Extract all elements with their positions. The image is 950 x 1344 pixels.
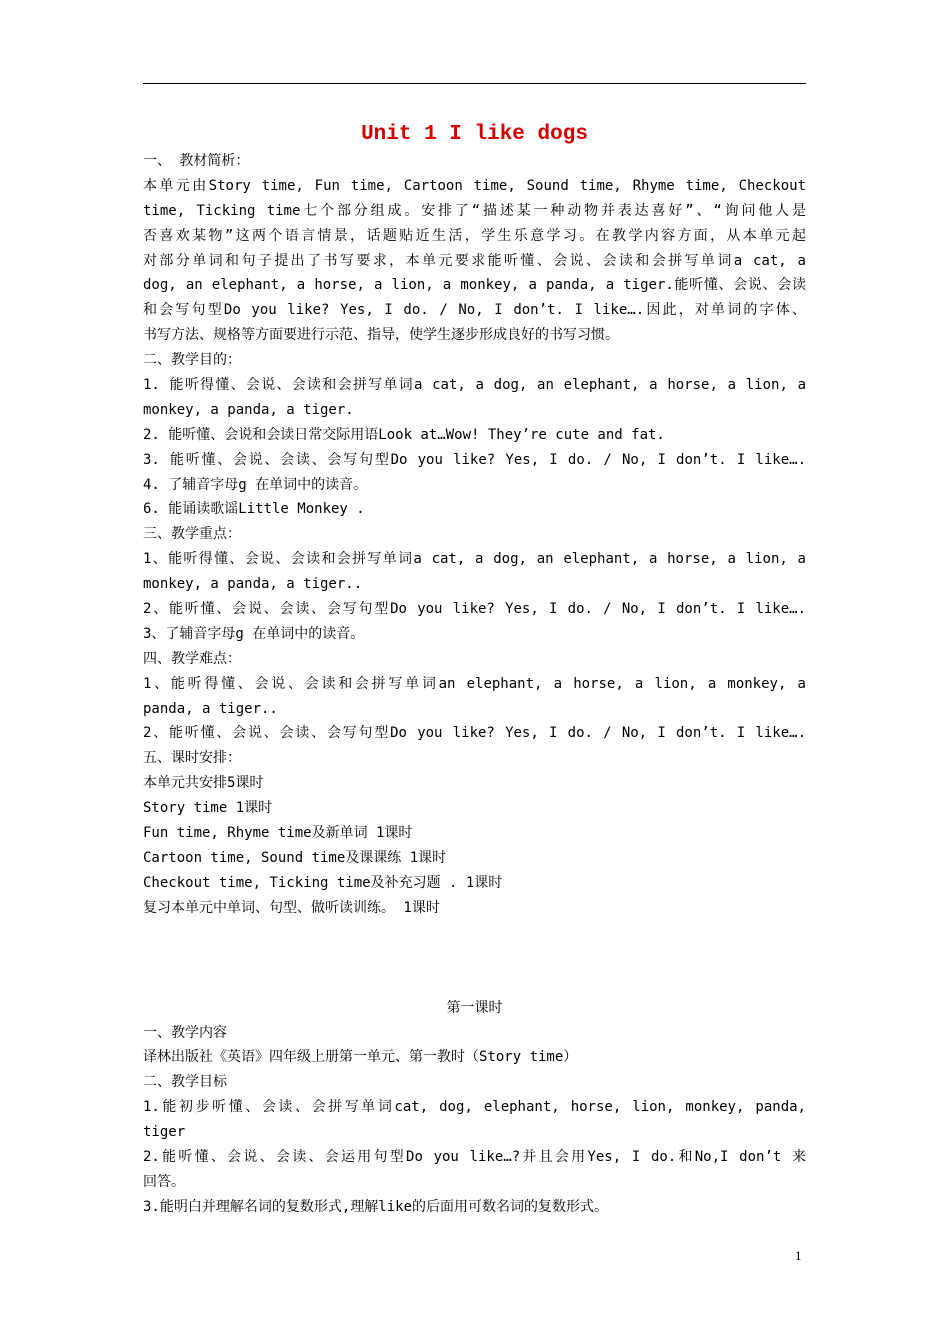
section-heading: 四、教学难点：: [143, 650, 241, 667]
unit-title: Unit 1 I like dogs: [361, 123, 588, 146]
section-heading: 一、教学内容: [143, 1024, 227, 1041]
document-body: [143, 149, 806, 1220]
text-line: 和会写句型Do you like? Yes, I do. / No, I don’t. I like….因此，对单词的字体、: [143, 302, 806, 319]
text-line: 回答。: [143, 1173, 185, 1190]
text-line: 本单元由Story time, Fun time, Cartoon time, Sound time, Rhyme time, Checkout: [143, 177, 806, 194]
text-line: 1、能听得懂、会说、会读和会拼写单词an elephant, a horse, a lion, a monkey, a: [143, 675, 806, 692]
lesson-title: 第一课时: [446, 999, 503, 1016]
text-line: 2、能听懂、会说、会读、会写句型Do you like? Yes, I do. / No, I don’t. I like….: [143, 601, 806, 618]
schedule-line: Story time 1课时: [143, 800, 273, 817]
text-line: 2、能听懂、会说、会读、会写句型Do you like? Yes, I do. / No, I don’t. I like….: [143, 725, 806, 742]
text-line: 3、了辅音字母g 在单词中的读音。: [143, 625, 365, 642]
text-line: 本单元共安排5课时: [143, 775, 264, 792]
text-line: monkey, a panda, a tiger.: [143, 401, 354, 418]
page-number: 1: [795, 1248, 802, 1263]
section-heading: 三、教学重点：: [143, 526, 241, 543]
text-line: time, Ticking time七个部分组成。安排了“描述某一种动物并表达喜好”、“询问他人是: [143, 202, 806, 219]
text-line: monkey, a panda, a tiger..: [143, 576, 363, 593]
text-line: 2.能听懂、会说、会读、会运用句型Do you like…?并且会用Yes, I do.和No,I don’t 来: [143, 1148, 806, 1165]
text-line: 一、 教材简析：: [143, 153, 250, 169]
header-rule: [143, 83, 806, 84]
text-line: 4. 了辅音字母g 在单词中的读音。: [143, 476, 368, 493]
schedule-line: Cartoon time, Sound time及课课练 1课时: [143, 849, 447, 866]
text-line: 3. 能听懂、会说、会读、会写句型Do you like? Yes, I do. / No, I don’t. I like….: [143, 451, 806, 468]
text-line: panda, a tiger..: [143, 700, 278, 717]
text-line: dog, an elephant, a horse, a lion, a monkey, a panda, a tiger.能听懂、会说、会读: [143, 277, 806, 294]
schedule-line: Checkout time, Ticking time及补充习题 . 1课时: [143, 874, 503, 891]
text-line: 2. 能听懂、会说和会读日常交际用语Look at…Wow! They’re cute and fat.: [143, 426, 665, 443]
section-heading: 二、教学目标: [143, 1074, 227, 1091]
schedule-line: Fun time, Rhyme time及新单词 1课时: [143, 825, 413, 842]
section-heading: 五、课时安排：: [143, 750, 241, 767]
text-line: tiger: [143, 1124, 186, 1141]
text-line: 否喜欢某物”这两个语言情景，话题贴近生活，学生乐意学习。在教学内容方面，从本单元起: [143, 227, 806, 244]
text-line: 1、能听得懂、会说、会读和会拼写单词a cat, a dog, an elephant, a horse, a lion, a: [143, 551, 806, 568]
text-line: 对部分单词和句子提出了书写要求，本单元要求能听懂、会说、会读和会拼写单词a cat, a: [143, 252, 806, 269]
text-line: 书写方法、规格等方面要进行示范、指导，使学生逐步形成良好的书写习惯。: [143, 327, 619, 344]
text-line: 译林出版社《英语》四年级上册第一单元、第一教时（Story time）: [143, 1049, 578, 1066]
schedule-line: 复习本单元中单词、句型、做听读训练。 1课时: [143, 899, 440, 916]
text-line: 1.能初步听懂、会读、会拼写单词cat, dog, elephant, horse, lion, monkey, panda,: [143, 1099, 806, 1116]
text-line: 1. 能听得懂、会说、会读和会拼写单词a cat, a dog, an elephant, a horse, a lion, a: [143, 377, 806, 394]
text-line: 3.能明白并理解名词的复数形式,理解like的后面用可数名词的复数形式。: [143, 1198, 608, 1215]
text-line: 6. 能诵读歌谣Little Monkey .: [143, 501, 365, 518]
section-heading: 二、教学目的：: [143, 352, 241, 369]
